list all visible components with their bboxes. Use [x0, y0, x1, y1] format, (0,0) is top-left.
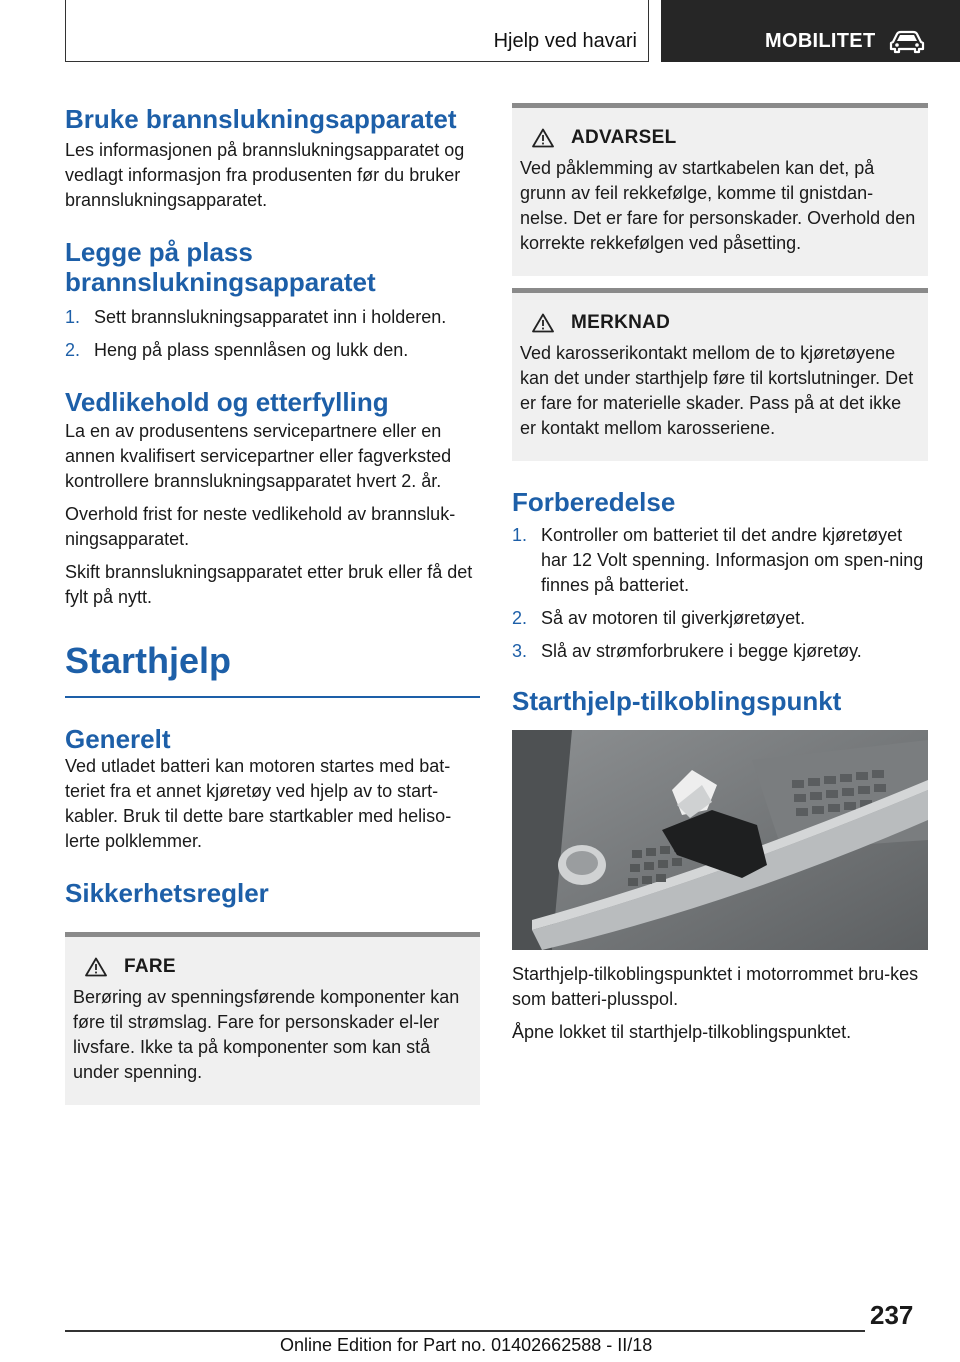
para-vedlikehold-3: Skift brannslukningsapparatet etter bruk eller få det fylt på nytt. [65, 562, 473, 607]
warning-triangle-icon [532, 313, 554, 333]
engine-bay-illustration [512, 730, 928, 950]
list-item: 1. Kontroller om batteriet til det andre kjøretøyet har 12 Volt spenning. Informasjon om spen-ning finnes på batteriet. [512, 525, 924, 595]
car-icon [889, 28, 925, 54]
engine-bay-photo [512, 730, 928, 950]
list-item: 3. Slå av strømforbrukere i begge kjøretøy. [512, 641, 862, 661]
advarsel-text: Ved påklemming av startkabelen kan det, på grunn av feil rekkefølge, komme til gnistdan-nelse. Det er fare for personskader. Overhold den korrekte rekkefølgen ved påsetting. [520, 158, 916, 253]
warning-triangle-icon [532, 128, 554, 148]
merknad-title: MERKNAD [571, 312, 671, 333]
heading-forberedelse: Forberedelse [512, 487, 676, 517]
footer-edition: Online Edition for Part no. 01402662588 - II/18 [280, 1335, 653, 1355]
merknad-box [512, 288, 928, 461]
heading-legge-line2: brannslukningsapparatet [65, 267, 376, 297]
fare-text: Berøring av spenningsførende komponenter kan føre til strømslag. Fare for personskader el-ler livsfare. Ikke ta på komponenter som kan stå under spenning. [73, 987, 460, 1082]
photo-caption: Starthjelp-tilkoblingspunktet i motorrommet bru-kes som batteri-plusspol. [512, 964, 919, 1009]
right-column [512, 103, 928, 1045]
heading-tilkoblingspunkt: Starthjelp-tilkoblingspunkt [512, 686, 842, 716]
para-bruke: Les informasjonen på brannslukningsapparatet og vedlagt informasjon fra produsenten før du bruker brannslukningsapparatet. [65, 140, 465, 210]
footer-rule [65, 1330, 865, 1332]
forberedelse-steps [512, 523, 928, 664]
fare-box [65, 932, 480, 1105]
advarsel-box [512, 103, 928, 276]
heading-sikkerhetsregler: Sikkerhetsregler [65, 878, 269, 908]
fare-title: FARE [124, 956, 176, 977]
para-vedlikehold-1: La en av produsentens servicepartnere eller en annen kvalifisert servicepartner eller fagverksted kontrollere brannslukningsapparatet hvert 2. år. [65, 421, 452, 491]
left-column [65, 100, 480, 1105]
page-number: 237 [870, 1300, 914, 1330]
heading-starthjelp: Starthjelp [65, 640, 232, 681]
warning-triangle-icon [85, 957, 107, 977]
heading-generelt: Generelt [65, 724, 171, 754]
heading-bruke: Bruke brannslukningsapparatet [65, 104, 457, 134]
para-apne: Åpne lokket til starthjelp-tilkoblingspunktet. [512, 1022, 852, 1042]
header-section-title: Hjelp ved havari [493, 30, 637, 52]
chapter-tab [661, 0, 960, 62]
list-item: 1. Sett brannslukningsapparatet inn i holderen. [65, 307, 447, 327]
para-generelt: Ved utladet batteri kan motoren startes med bat-teriet fra et annet kjøretøy ved hjelp av to start-kabler. Bruk til dette bare startkabler med heliso-lerte polklemmer. [65, 756, 452, 851]
para-vedlikehold-2: Overhold frist for neste vedlikehold av brannsluk-ningsapparatet. [65, 504, 456, 549]
advarsel-title: ADVARSEL [571, 127, 677, 148]
heading-legge-line1: Legge på plass [65, 237, 253, 267]
merknad-text: Ved karosserikontakt mellom de to kjøretøyene kan det under starthjelp føre til kortslutninger. Det er fare for materielle skader. Pass på at det ikke er kontakt mellom karosseriene. [520, 343, 914, 438]
list-item: 2. Heng på plass spennlåsen og lukk den. [65, 340, 409, 360]
legge-steps [65, 305, 480, 363]
section-rule [65, 696, 480, 698]
heading-vedlikehold: Vedlikehold og etterfylling [65, 387, 389, 417]
list-item: 2. Så av motoren til giverkjøretøyet. [512, 608, 806, 628]
chapter-tab-label: MOBILITET [765, 30, 876, 52]
